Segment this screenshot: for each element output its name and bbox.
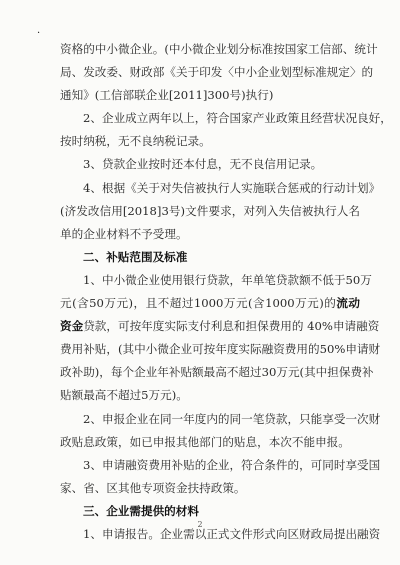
bold-span: 资金: [60, 319, 84, 334]
text-line: 政补助)，每个企业年补贴额最高不超过30万元(其中担保费补: [60, 365, 374, 380]
corner-mark: ·: [37, 28, 41, 39]
text-line: 2、企业成立两年以上，符合国家产业政策且经营状况良好，: [83, 111, 392, 126]
text-line: 资格的中小微企业。(中小微企业划分标准按国家工信部、统计: [60, 42, 378, 56]
document-body: [60, 38, 392, 546]
text-line: 按时纳税，无不良纳税记录。: [60, 134, 211, 149]
text-line: 2、申报企业在同一年度内的同一笔贷款，只能享受一次财: [83, 411, 381, 426]
bold-span: 流动: [336, 296, 360, 311]
section-heading: 三、企业需提供的材料: [83, 503, 199, 518]
text-line: 通知》(工信部联企业[2011]300号)执行): [60, 88, 274, 103]
text-line: 1、申请报告。企业需以正式文件形式向区财政局提出融资: [83, 526, 381, 541]
text-line: [60, 292, 360, 315]
text-span: 元(含50万元)，且不超过1000万元(含1000万元)的: [60, 296, 337, 311]
text-line: 局、发改委、财政部《关于印发〈中小企业划型标准规定〉的: [60, 65, 374, 80]
text-line: [60, 315, 380, 338]
text-line: 贴额最高不超过5万元)。: [60, 388, 188, 403]
text-line: 3、贷款企业按时还本付息，无不良信用记录。: [83, 157, 323, 172]
page-number: 2: [197, 520, 203, 529]
text-line: 政贴息政策，如已申报其他部门的贴息，本次不能申报。: [60, 434, 350, 449]
text-line: 费用补贴，(其中小微企业可按年度实际融资费用的50%申请财: [60, 342, 381, 357]
section-heading: 二、补贴范围及标准: [83, 249, 188, 264]
text-line: 4、根据《关于对失信被执行人实施联合惩戒的行动计划》: [83, 180, 381, 195]
text-line: 3、申请融资费用补贴的企业，符合条件的，可同时享受国: [83, 457, 381, 472]
text-line: (济发改信用[2018]3号)文件要求，对列入失信被执行人名: [60, 203, 360, 218]
text-line: 家、省、区其他专项资金扶持政策。: [60, 480, 246, 495]
text-span: 贷款，可按年度实际支付利息和担保费用的 40%申请融资: [83, 319, 380, 334]
text-line: 单的企业材料不予受理。: [60, 226, 188, 241]
text-line: 1、中小微企业使用银行贷款，年单笔贷款额不低于50万: [83, 272, 372, 287]
